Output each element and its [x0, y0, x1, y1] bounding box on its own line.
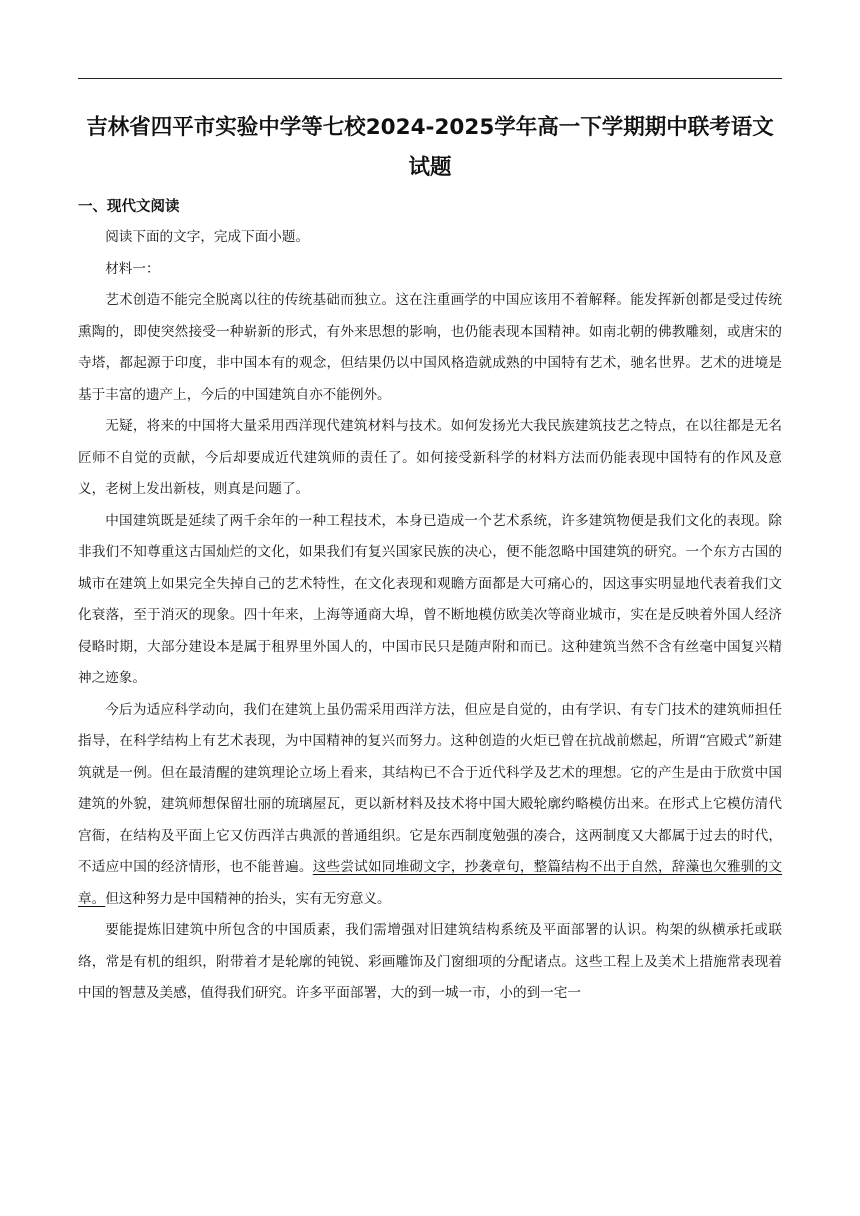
paragraph-4-text: 今后为适应科学动向，我们在建筑上虽仍需采用西洋方法，但应是自觉的，由有学识、有专门技术的建筑师担任指导，在科学结构上有艺术表现，为中国精神的复兴而努力。这种创造的火炬已曾在抗战前燃起，所谓“宫殿式”新建筑就是一例。但在最清醒的建筑理论立场上看来，其结构已不合于近代科学及艺术的理想。它的产生是由于欣赏中国建筑的外貌，建筑师想保留壮丽的琉璃屋瓦，更以新材料及技术将中国大殿轮廓约略模仿出来。在形式上它模仿清代宫衙，在结构及平面上它又仿西洋古典派的普通组织。它是东西制度勉强的凑合，这两制度又大都属于过去的时代，不适应中国的经济情形，也不能普遍。: [78, 701, 782, 875]
instruction-text: 阅读下面的文字，完成下面小题。: [105, 229, 310, 245]
paragraph-1: 艺术创造不能完全脱离以往的传统基础而独立。这在注重画学的中国应该用不着解释。能发挥新创都是受过传统熏陶的，即使突然接受一种崭新的形式，有外来思想的影响，也仍能表现本国精神。如南北朝的佛教雕刻，或唐宋的寺塔，都起源于印度，非中国本有的观念，但结果仍以中国风格造就成熟的中国特有艺术，驰名世界。艺术的进境是基于丰富的遗产上，今后的中国建筑自亦不能例外。: [78, 292, 782, 403]
paragraph-4: [78, 695, 782, 916]
paragraph-2: 无疑，将来的中国将大量采用西洋现代建筑材料与技术。如何发扬光大我民族建筑技艺之特点，在以往都是无名匠师不自觉的贡献，今后却要成近代建筑师的责任了。如何接受新科学的材料方法而仍能表现中国特有的作风及意义，老树上发出新枝，则真是问题了。: [78, 418, 782, 497]
paragraph-5: 要能提炼旧建筑中所包含的中国质素，我们需增强对旧建筑结构系统及平面部署的认识。构架的纵横承托或联络，常是有机的组织，附带着才是轮廓的钝锐、彩画雕饰及门窗细项的分配诸点。这些工程上及美术上措施常表现着中国的智慧及美感，值得我们研究。许多平面部署，大的到一城一市，小的到一宅一: [78, 922, 782, 1001]
underlined-sentence: 这些尝试如同堆砌文字，抄袭章句，整篇结构不出于自然，辞藻也欠雅驯的文章。: [78, 859, 783, 907]
section-heading: 一、现代文阅读: [78, 199, 180, 215]
paragraph-3: 中国建筑既是延续了两千余年的一种工程技术，本身已造成一个艺术系统，许多建筑物便是我们文化的表现。除非我们不知尊重这古国灿烂的文化，如果我们有复兴国家民族的决心，便不能忽略中国建筑的研究。一个东方古国的城市在建筑上如果完全失掉自己的艺术特性，在文化表现和观瞻方面都是大可痛心的，因这事实明显地代表着我们文化衰落，至于消灭的现象。四十年来，上海等通商大埠，曾不断地模仿欧美次等商业城市，实在是反映着外国人经济侵略时期，大部分建设本是属于租界里外国人的，中国市民只是随声附和而已。这种建筑当然不含有丝毫中国复兴精神之迹象。: [78, 512, 782, 686]
material-label: 材料一：: [105, 260, 160, 277]
document-body: [78, 222, 782, 1010]
paragraph-4-ending: 但这种努力是中国精神的抬头，实有无穷意义。: [105, 890, 391, 907]
header-rule: [78, 78, 782, 79]
document-title: 吉林省四平市实验中学等七校2024-2025学年高一下学期期中联考语文试题: [86, 115, 774, 180]
